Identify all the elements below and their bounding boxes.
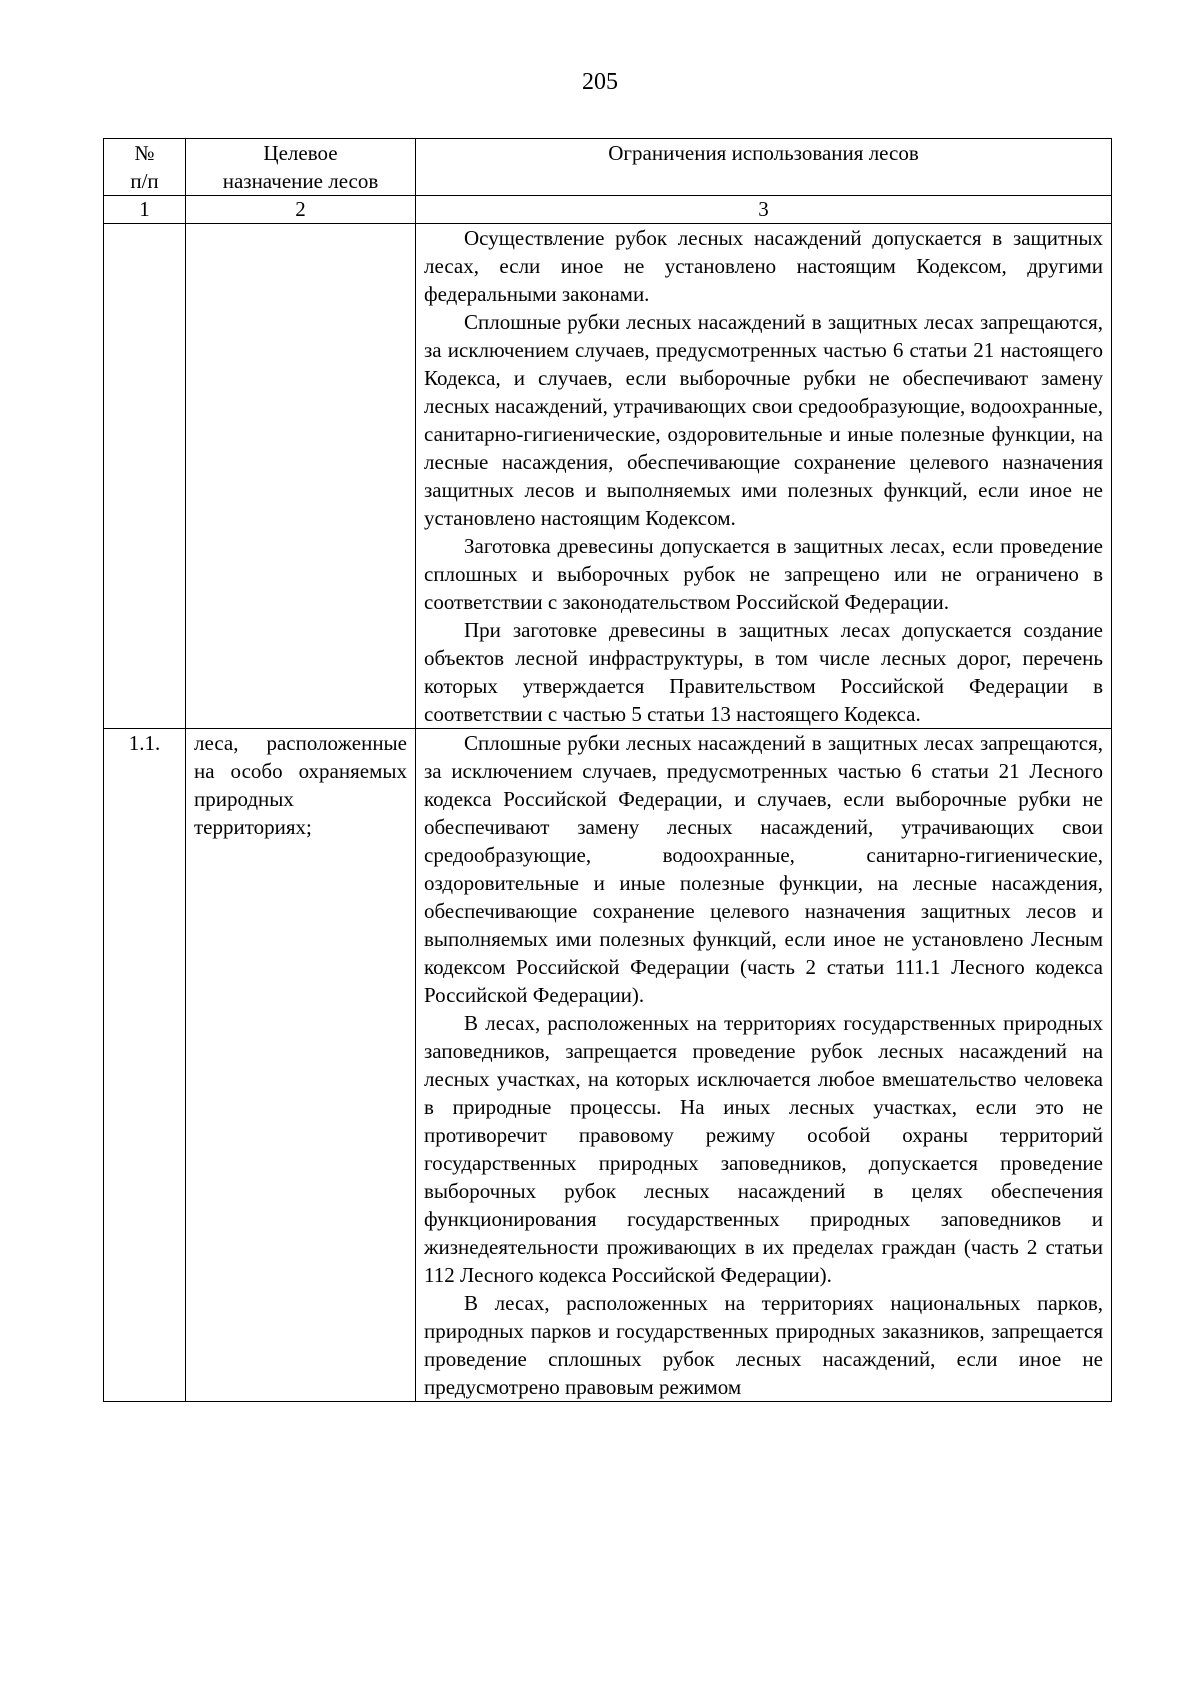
restriction-paragraph: Осуществление рубок лесных насаждений допускается в защитных лесах, если иное не установлено настоящим Кодексом, другими федеральными законами.	[424, 226, 1103, 306]
restriction-paragraph: В лесах, расположенных на территориях национальных парков, природных парков и государственных природных заказников, запрещается проведение сплошных рубок лесных насаждений, если иное не предусмотрено правовым режимом	[424, 1291, 1103, 1399]
column-number-3: 3	[416, 196, 1112, 224]
restriction-paragraph: Сплошные рубки лесных насаждений в защитных лесах запрещаются, за исключением случаев, предусмотренных частью 6 статьи 21 настоящего Кодекса, и случаев, если выборочные рубки не обеспечивают замену лесных насаждений, утрачивающих свои средообразующие, водоохранные, санитарно-гигиенические, оздоровительные и иные полезные функции, на лесные насаждения, обеспечивающие сохранение целевого назначения защитных лесов и выполняемых ими полезных функций, если иное не установлено настоящим Кодексом.	[424, 310, 1103, 530]
header-number-line-2: п/п	[130, 169, 159, 193]
header-cell-restrictions	[416, 139, 1112, 196]
table-row	[104, 729, 1112, 1402]
header-purpose-line-2: назначение лесов	[222, 169, 379, 193]
column-numbering-row	[104, 196, 1112, 224]
row-number	[104, 224, 186, 729]
row-restrictions	[416, 224, 1112, 729]
column-number-2: 2	[186, 196, 416, 224]
restriction-paragraph: При заготовке древесины в защитных лесах допускается создание объектов лесной инфраструктуры, в том числе лесных дорог, перечень которых утверждается Правительством Российской Федерации в соответствии с частью 5 статьи 13 настоящего Кодекса.	[424, 618, 1103, 726]
row-restrictions	[416, 729, 1112, 1402]
table-header-row	[104, 139, 1112, 196]
table-row	[104, 224, 1112, 729]
header-restrictions-text: Ограничения использования лесов	[608, 141, 919, 165]
restriction-paragraph: Сплошные рубки лесных насаждений в защитных лесах запрещаются, за исключением случаев, предусмотренных частью 6 статьи 21 Лесного кодекса Российской Федерации, и случаев, если выборочные рубки не обеспечивают замену лесных насаждений, утрачивающих свои средообразующие, водоохранные, санитарно-гигиенические, оздоровительные и иные полезные функции, на лесные насаждения, обеспечивающие сохранение целевого назначения защитных лесов и выполняемых ими полезных функций, если иное не установлено Лесным кодексом Российской Федерации (часть 2 статьи 111.1 Лесного кодекса Российской Федерации).	[424, 731, 1103, 1007]
restriction-paragraph: Заготовка древесины допускается в защитных лесах, если проведение сплошных и выборочных рубок не запрещено или не ограничено в соответствии с законодательством Российской Федерации.	[424, 534, 1103, 614]
header-number-line-1: №	[134, 141, 155, 165]
row-number: 1.1.	[104, 729, 186, 1402]
header-purpose-line-1: Целевое	[263, 141, 338, 165]
restriction-paragraph: В лесах, расположенных на территориях государственных природных заповедников, запрещается проведение рубок лесных насаждений на лесных участках, на которых исключается любое вмешательство человека в природные процессы. На иных лесных участках, если это не противоречит правовому режиму особой охраны территорий государственных природных заповедников, допускается проведение выборочных рубок лесных насаждений в целях обеспечения функционирования государственных природных заповедников и жизнедеятельности проживающих в их пределах граждан (часть 2 статьи 112 Лесного кодекса Российской Федерации).	[424, 1011, 1103, 1287]
forest-use-restrictions-table	[103, 138, 1112, 1402]
row-purpose: леса, расположенные на особо охраняемых природных территориях;	[186, 729, 416, 1402]
row-purpose	[186, 224, 416, 729]
header-cell-purpose	[186, 139, 416, 196]
header-cell-number	[104, 139, 186, 196]
page-number: 205	[582, 69, 618, 95]
column-number-1: 1	[104, 196, 186, 224]
